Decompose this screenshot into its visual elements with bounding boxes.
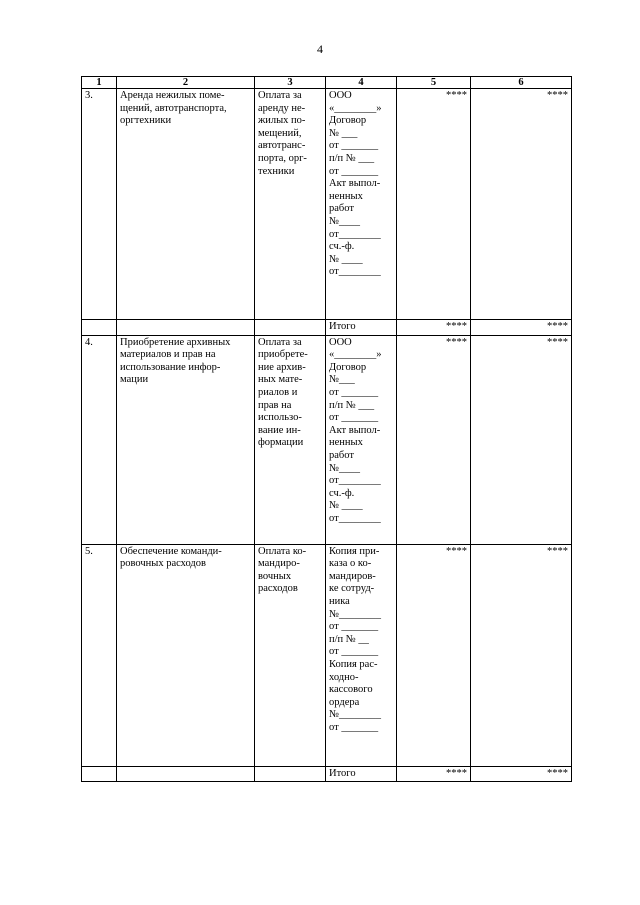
- cell-line: Акт выпол-: [329, 424, 381, 436]
- amount-col-6: ****: [471, 544, 572, 766]
- cell-line: автотранс-: [258, 140, 306, 152]
- header-col-3: 3: [255, 77, 326, 89]
- amount-col-5: ****: [397, 335, 471, 544]
- amount-col-5: ****: [397, 544, 471, 766]
- cell-line: работ: [329, 203, 354, 215]
- cell-line: от _______: [329, 646, 379, 658]
- cell-line: приобрете-: [258, 349, 308, 361]
- cell-line: от _______: [329, 412, 379, 424]
- cell-line: использование инфор-: [120, 361, 221, 373]
- payment-purpose: [255, 335, 326, 544]
- cell-line: ровочных расходов: [120, 558, 206, 570]
- cell-line: ООО: [329, 90, 352, 101]
- total-col-5: ****: [397, 766, 471, 782]
- cell-line: Аренда нежилых поме-: [120, 90, 225, 101]
- cell-line: от _______: [329, 140, 379, 152]
- expense-name: [117, 335, 255, 544]
- supporting-documents: [326, 89, 397, 320]
- cell-line: от _______: [329, 386, 379, 398]
- cell-line: Акт выпол-: [329, 178, 381, 190]
- cell-line: Обеспечение команди-: [120, 545, 222, 557]
- cell-line: материалов и прав на: [120, 349, 216, 361]
- cell-line: «________»: [329, 349, 382, 361]
- cell-line: Копия при-: [329, 545, 380, 557]
- cell-line: расходов: [258, 583, 298, 595]
- cell-line: каза о ко-: [329, 558, 372, 570]
- row-number: 4.: [82, 335, 117, 544]
- row-number: 5.: [82, 544, 117, 766]
- cell-line: щений, автотранспорта,: [120, 102, 227, 114]
- supporting-documents: [326, 544, 397, 766]
- cell-line: вочных: [258, 570, 292, 582]
- cell-line: вание ин-: [258, 424, 301, 436]
- cell-line: сч.-ф.: [329, 487, 355, 499]
- cell-line: сч.-ф.: [329, 241, 355, 253]
- cell-line: работ: [329, 449, 354, 461]
- cell-line: использо-: [258, 412, 302, 424]
- cell-line: «________»: [329, 102, 382, 114]
- cell-line: Приобретение архивных: [120, 336, 231, 348]
- payment-purpose: [255, 544, 326, 766]
- cell-line: п/п № __: [329, 633, 369, 645]
- cell-line: № ____: [329, 500, 363, 512]
- cell-line: Оплата за: [258, 336, 302, 348]
- cell-line: ненных: [329, 437, 363, 449]
- page-number: 4: [317, 42, 323, 56]
- cell-line: ке сотруд-: [329, 583, 375, 595]
- cell-line: ходно-: [329, 671, 359, 683]
- payment-purpose: [255, 89, 326, 320]
- cell-line: мещений,: [258, 127, 302, 139]
- total-label: Итого: [326, 766, 397, 782]
- supporting-documents: [326, 335, 397, 544]
- cell-line: ордера: [329, 696, 360, 708]
- cell-line: №___: [329, 374, 355, 386]
- cell-line: от _______: [329, 165, 379, 177]
- cell-line: ных мате-: [258, 374, 303, 386]
- cell-line: техники: [258, 165, 295, 177]
- cell-line: мации: [120, 374, 149, 386]
- cell-line: мандиро-: [258, 558, 300, 570]
- total-label: Итого: [326, 320, 397, 336]
- cell-line: от________: [329, 512, 381, 524]
- header-col-4: 4: [326, 77, 397, 89]
- expense-name: [117, 89, 255, 320]
- cell-line: формации: [258, 437, 304, 449]
- cell-line: мандиров-: [329, 570, 376, 582]
- cell-line: Оплата ко-: [258, 545, 307, 557]
- total-row: [82, 766, 572, 782]
- table-row: [82, 544, 572, 766]
- cell-line: Оплата за: [258, 90, 302, 101]
- table-header-row: [82, 77, 572, 89]
- header-col-2: 2: [117, 77, 255, 89]
- amount-col-6: ****: [471, 335, 572, 544]
- table-row: [82, 89, 572, 320]
- table-row: [82, 335, 572, 544]
- expense-name: [117, 544, 255, 766]
- cell-line: риалов и: [258, 386, 298, 398]
- cell-line: прав на: [258, 399, 292, 411]
- cell-line: №____: [329, 215, 361, 227]
- cell-line: п/п № ___: [329, 152, 375, 164]
- cell-line: Копия рас-: [329, 658, 378, 670]
- header-col-5: 5: [397, 77, 471, 89]
- cell-line: аренду не-: [258, 102, 306, 114]
- cell-line: ненных: [329, 190, 363, 202]
- cell-line: №________: [329, 608, 382, 620]
- cell-line: жилых по-: [258, 115, 306, 127]
- header-col-1: 1: [82, 77, 117, 89]
- amount-col-6: ****: [471, 89, 572, 320]
- cell-line: от________: [329, 475, 381, 487]
- cell-line: Договор: [329, 361, 367, 373]
- total-row: [82, 320, 572, 336]
- expense-table: [81, 76, 572, 782]
- cell-line: №________: [329, 709, 382, 721]
- cell-line: от________: [329, 266, 381, 278]
- cell-line: от _______: [329, 621, 379, 633]
- cell-line: ООО: [329, 336, 352, 348]
- cell-line: № ____: [329, 253, 363, 265]
- cell-line: № ___: [329, 127, 358, 139]
- total-col-5: ****: [397, 320, 471, 336]
- total-col-6: ****: [471, 766, 572, 782]
- cell-line: оргтехники: [120, 115, 172, 127]
- cell-line: от _______: [329, 721, 379, 733]
- amount-col-5: ****: [397, 89, 471, 320]
- header-col-6: 6: [471, 77, 572, 89]
- cell-line: №____: [329, 462, 361, 474]
- row-number: 3.: [82, 89, 117, 320]
- cell-line: порта, орг-: [258, 152, 307, 164]
- cell-line: ние архив-: [258, 361, 306, 373]
- cell-line: кассового: [329, 684, 373, 696]
- cell-line: от________: [329, 228, 381, 240]
- cell-line: Договор: [329, 115, 367, 127]
- total-col-6: ****: [471, 320, 572, 336]
- cell-line: п/п № ___: [329, 399, 375, 411]
- cell-line: ника: [329, 595, 350, 607]
